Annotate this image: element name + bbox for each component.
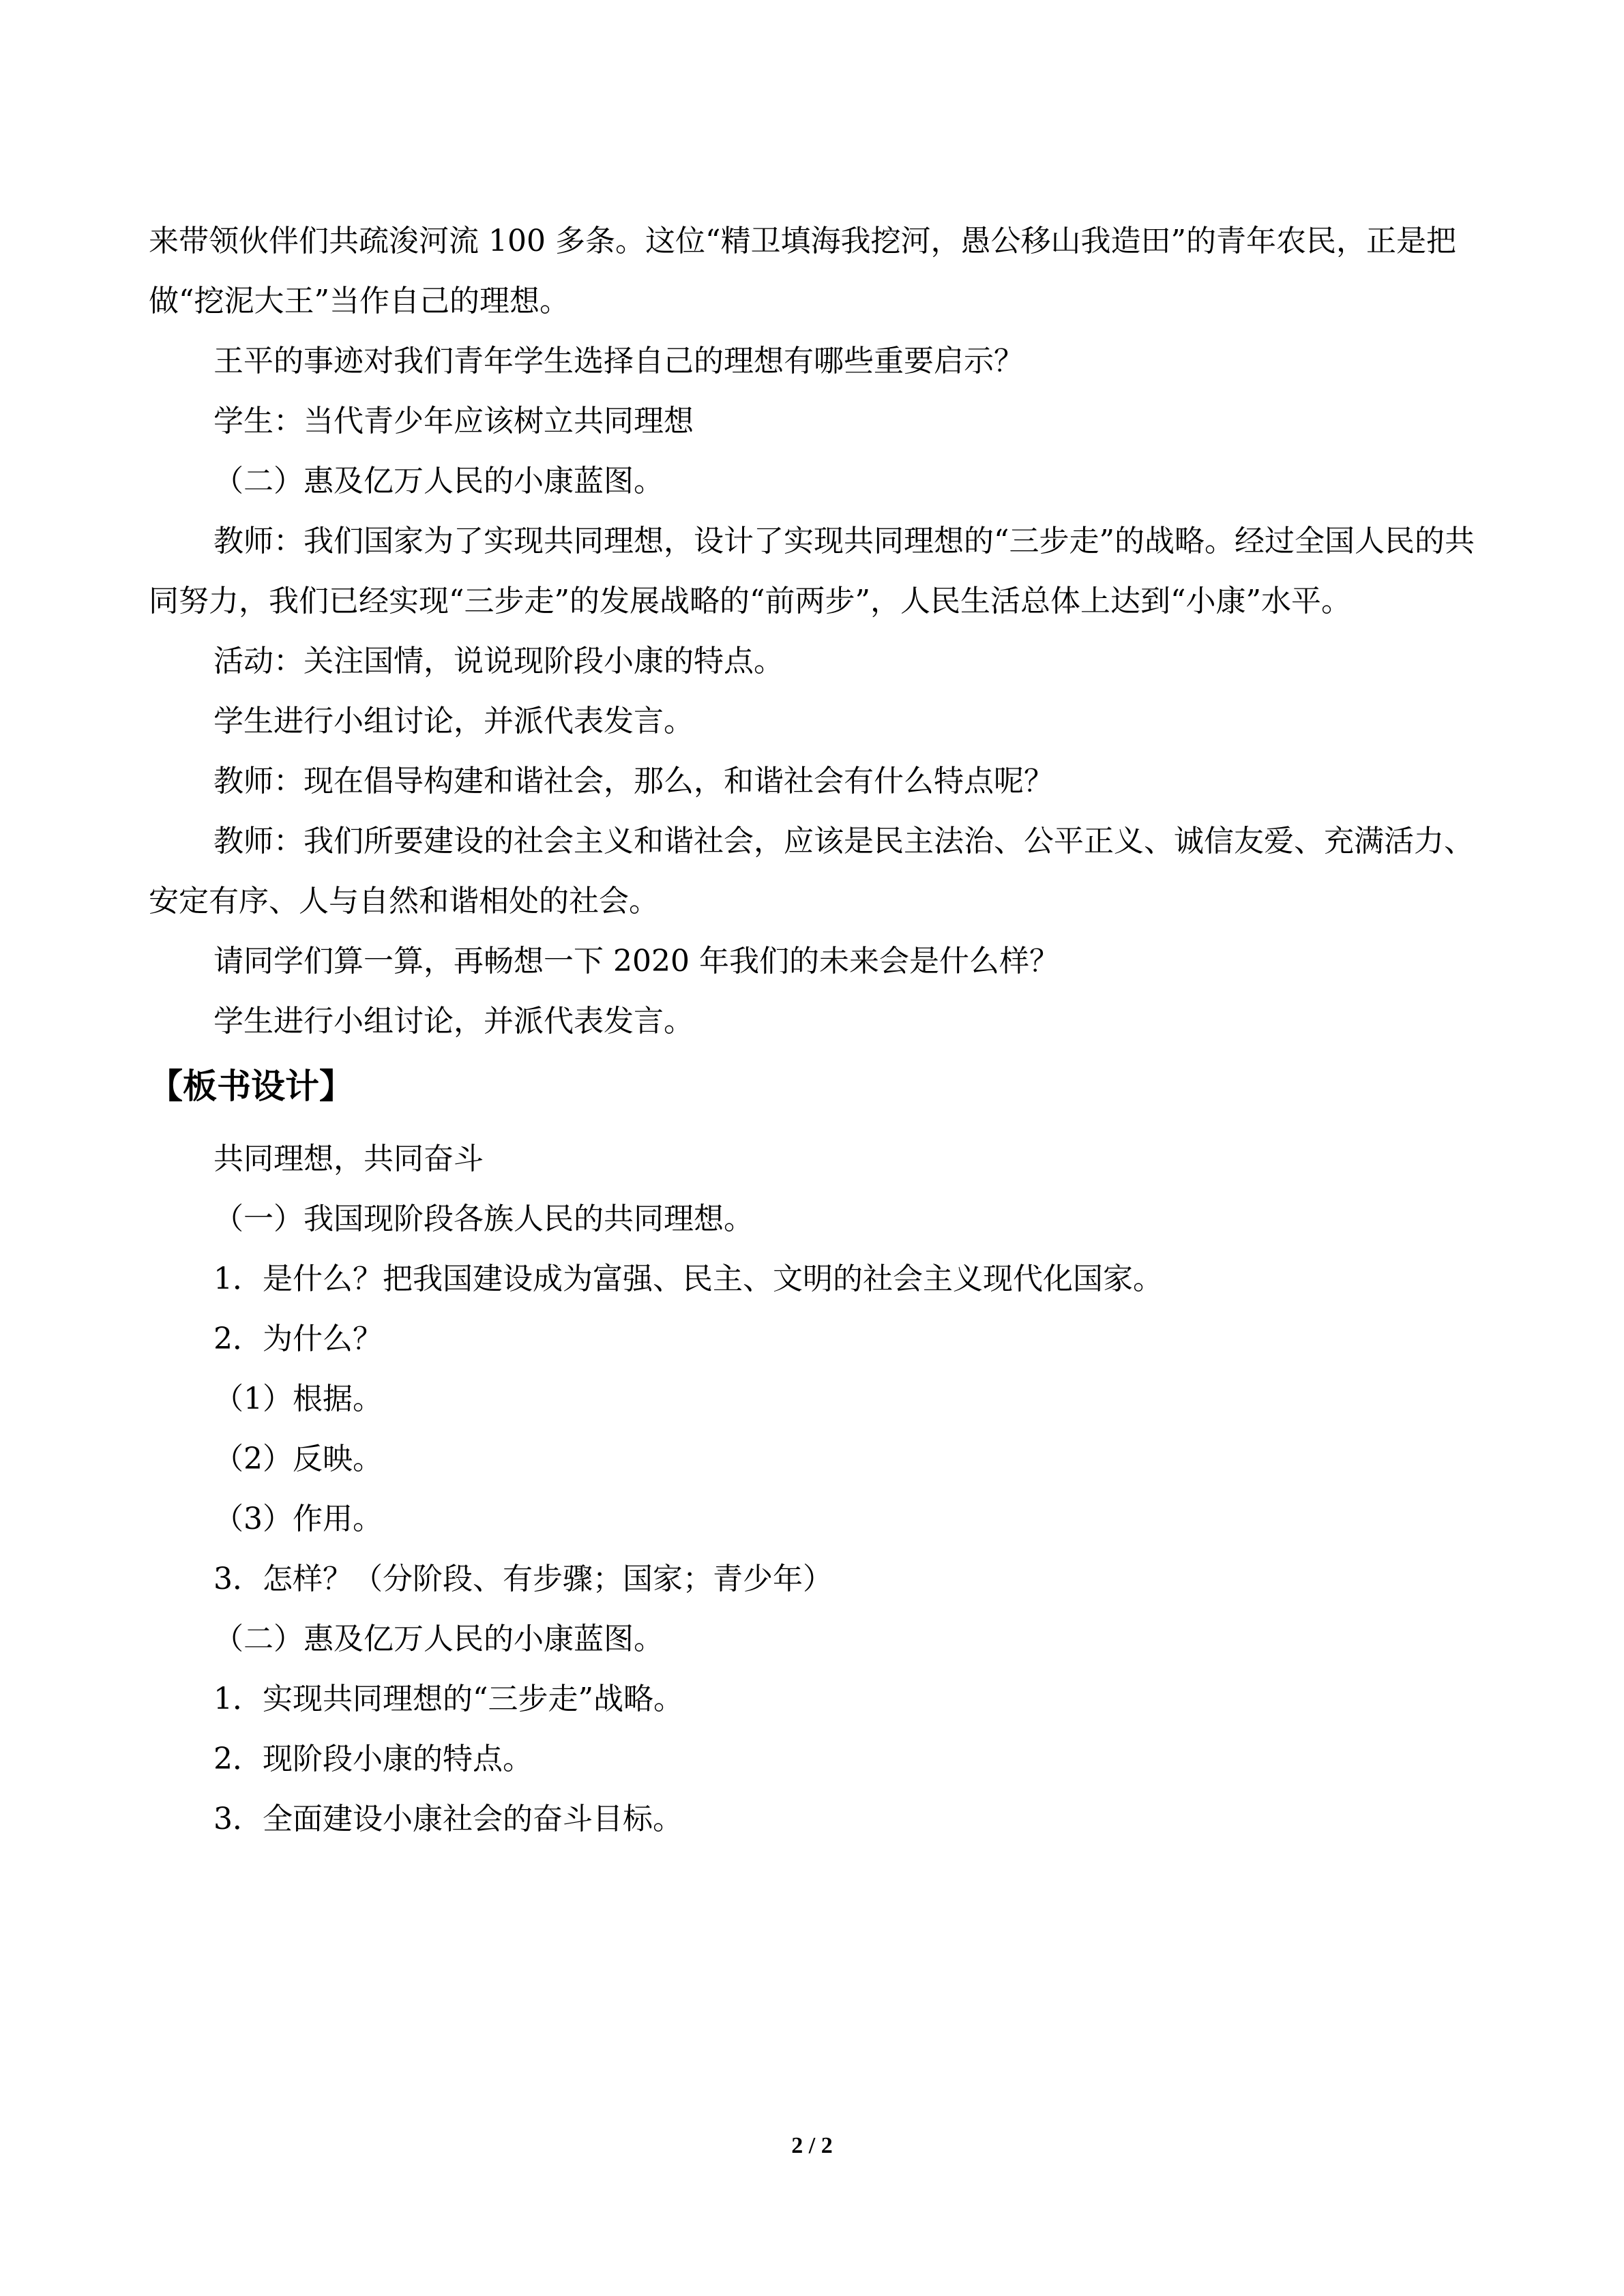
board-item: （一）我国现阶段各族人民的共同理想。: [213, 1202, 754, 1236]
board-item: （2）反映。: [213, 1442, 383, 1476]
paragraph-11: 学生进行小组讨论，并派代表发言。: [213, 1004, 694, 1039]
paragraph-2: 王平的事迹对我们青年学生选择自己的理想有哪些重要启示？: [213, 344, 1024, 378]
board-item: （3）作用。: [213, 1502, 383, 1536]
paragraph-5: 教师：我们国家为了实现共同理想，设计了实现共同理想的“三步走”的战略。经过全国人民的共同努力，我们已经实现“三步走”的发展战略的“前两步”，人民生活总体上达到“小康”水平。: [149, 524, 1475, 618]
board-item: 共同理想，共同奋斗: [213, 1142, 484, 1176]
paragraph-4: （二）惠及亿万人民的小康蓝图。: [213, 464, 664, 498]
paragraph-3: 学生：当代青少年应该树立共同理想: [213, 404, 694, 438]
section-heading-board-design: 【板书设计】: [149, 1067, 353, 1106]
board-item: （1）根据。: [213, 1382, 383, 1416]
paragraph-8: 教师：现在倡导构建和谐社会，那么，和谐社会有什么特点呢？: [213, 764, 1054, 799]
board-item: 2．为什么？: [213, 1322, 383, 1356]
board-item: 3．怎样？（分阶段、有步骤；国家；青少年）: [213, 1562, 833, 1596]
board-item: 3．全面建设小康社会的奋斗目标。: [213, 1802, 683, 1836]
board-item: 2．现阶段小康的特点。: [213, 1742, 533, 1776]
board-item: 1．实现共同理想的“三步走”战略。: [213, 1682, 683, 1716]
paragraph-6: 活动：关注国情，说说现阶段小康的特点。: [213, 644, 784, 679]
page-number: 2 / 2: [791, 2133, 833, 2158]
board-item: （二）惠及亿万人民的小康蓝图。: [213, 1622, 664, 1656]
board-item: 1．是什么？把我国建设成为富强、民主、文明的社会主义现代化国家。: [213, 1262, 1163, 1296]
page-content: [149, 211, 1489, 1849]
paragraph-7: 学生进行小组讨论，并派代表发言。: [213, 704, 694, 739]
paragraph-10: 请同学们算一算，再畅想一下 2020 年我们的未来会是什么样？: [213, 944, 1059, 979]
paragraph-9: 教师：我们所要建设的社会主义和谐社会，应该是民主法治、公平正义、诚信友爱、充满活力、安定有序、人与自然和谐相处的社会。: [149, 824, 1474, 919]
paragraph-1: 来带领伙伴们共疏浚河流 100 多条。这位“精卫填海我挖河，愚公移山我造田”的青年农民，正是把做“挖泥大王”当作自己的理想。: [149, 224, 1456, 318]
